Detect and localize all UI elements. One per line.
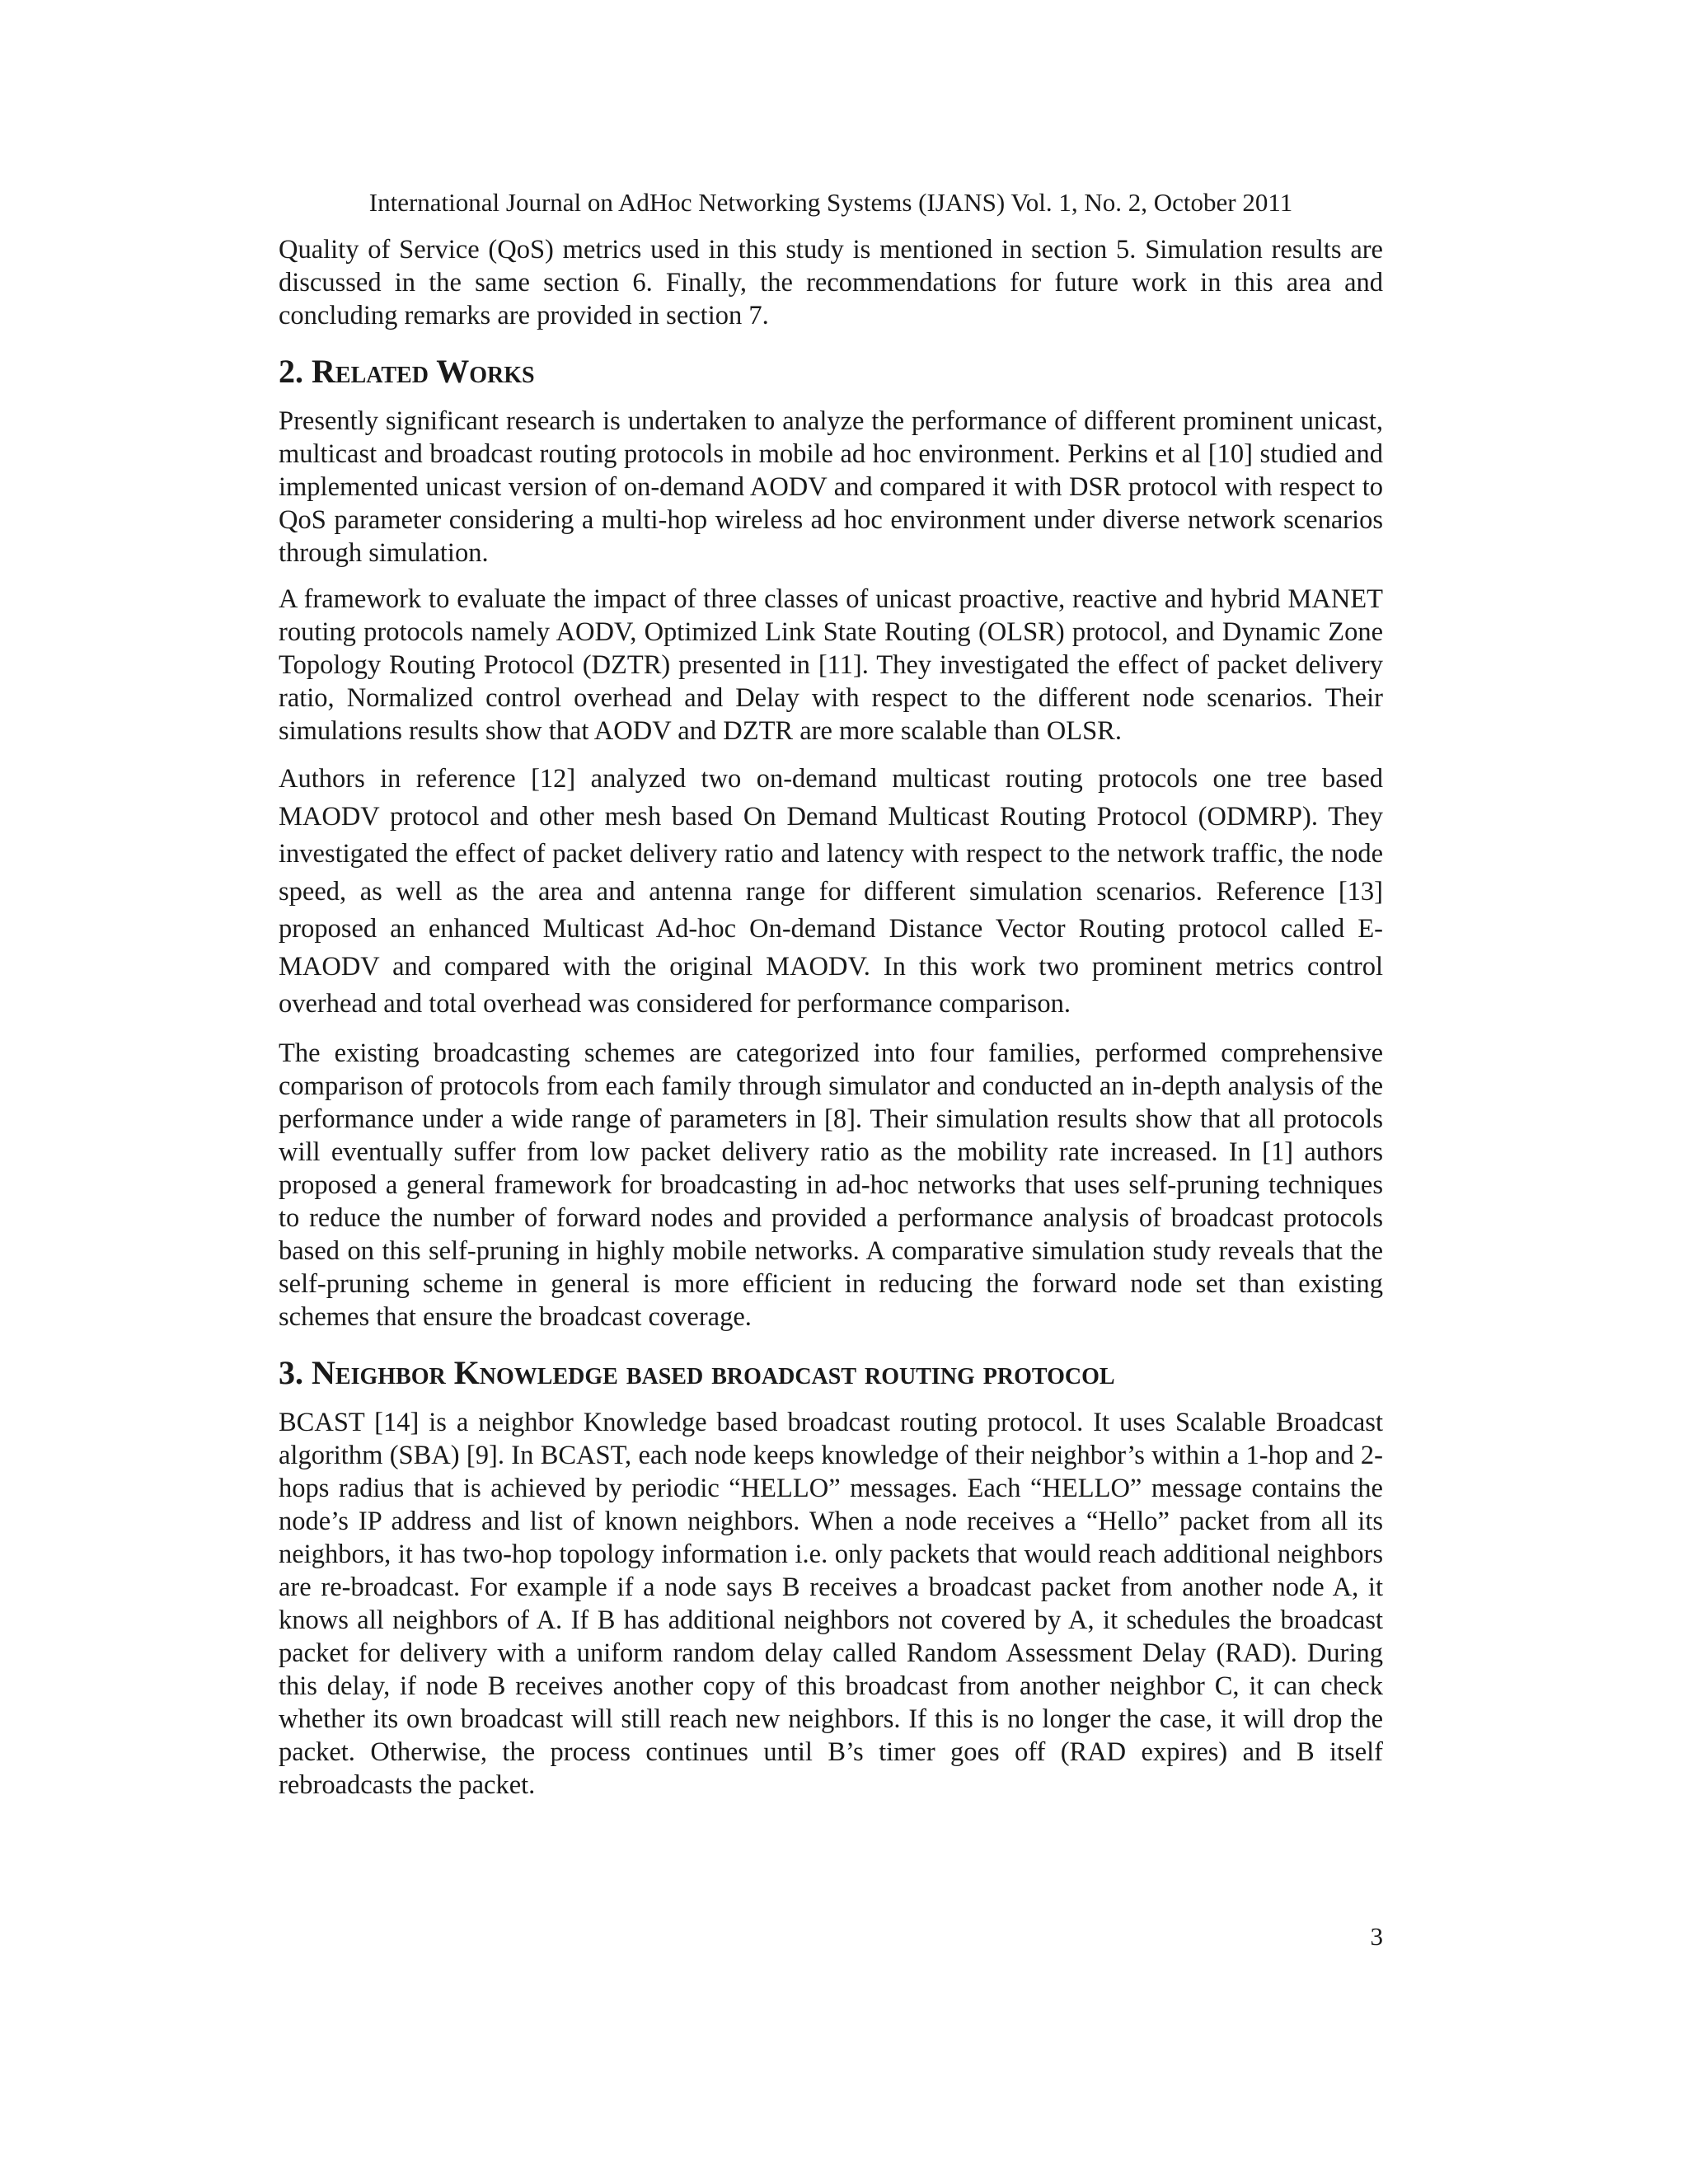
section-2-number: 2.: [279, 353, 303, 390]
section-2-paragraph-2: A framework to evaluate the impact of three classes of unicast proactive, reactive and hybrid MANET routing protocols namely AODV, Optimized Link State Routing (OLSR) protocol, and Dynamic Zone Topology Routing Protocol (DZTR) presented in [11]. They investigated the effect of packet delivery ratio, Normalized control overhead and Delay with respect to the different node scenarios. Their simulations results show that AODV and DZTR are more scalable than OLSR.: [279, 584, 1383, 746]
section-2-paragraph-4: The existing broadcasting schemes are categorized into four families, performed comprehensive comparison of protocols from each family through simulator and conducted an in-depth analysis of the performance under a wide range of parameters in [8]. Their simulation results show that all protocols will eventually suffer from low packet delivery ratio as the mobility rate increased. In [1] authors proposed a general framework for broadcasting in ad-hoc networks that uses self-pruning techniques to reduce the number of forward nodes and provided a performance analysis of broadcast protocols based on this self-pruning in highly mobile networks. A comparative simulation study reveals that the self-pruning scheme in general is more efficient in reducing the forward node set than existing schemes that ensure the broadcast coverage.: [279, 1038, 1383, 1332]
page-number: 3: [1370, 1922, 1383, 1951]
section-3-paragraph-1: BCAST [14] is a neighbor Knowledge based broadcast routing protocol. It uses Scalable Broadcast algorithm (SBA) [9]. In BCAST, each node keeps knowledge of their neighbor’s within a 1-hop and 2-hops radius that is achieved by periodic “HELLO” messages. Each “HELLO” message contains the node’s IP address and list of known neighbors. When a node receives a “Hello” packet from all its neighbors, it has two-hop topology information i.e. only packets that would reach additional neighbors are re-broadcast. For example if a node says B receives a broadcast packet from another node A, it knows all neighbors of A. If B has additional neighbors not covered by A, it schedules the broadcast packet for delivery with a uniform random delay called Random Assessment Delay (RAD). During this delay, if node B receives another copy of this broadcast from another neighbor C, it can check whether its own broadcast will still reach new neighbors. If this is no longer the case, it will drop the packet. Otherwise, the process continues until B’s timer goes off (RAD expires) and B itself rebroadcasts the packet.: [279, 1407, 1383, 1800]
section-3-number: 3.: [279, 1353, 303, 1391]
intro-paragraph: Quality of Service (QoS) metrics used in this study is mentioned in section 5. Simulation results are discussed in the same section 6. Finally, the recommendations for future work in this area and concluding remarks are provided in section 7.: [279, 235, 1383, 330]
section-3-title: Neighbor Knowledge based broadcast routing protocol: [312, 1353, 1115, 1391]
section-3-heading: [279, 1353, 1383, 1393]
page-content: [279, 233, 1383, 1815]
paper-page: [279, 0, 1383, 2184]
section-2-title: Related Works: [312, 353, 535, 390]
section-2-paragraph-1: Presently significant research is undertaken to analyze the performance of different prominent unicast, multicast and broadcast routing protocols in mobile ad hoc environment. Perkins et al [10] studied and implemented unicast version of on-demand AODV and compared it with DSR protocol with respect to QoS parameter considering a multi-hop wireless ad hoc environment under diverse network scenarios through simulation.: [279, 406, 1383, 568]
section-2-paragraph-3: Authors in reference [12] analyzed two on-demand multicast routing protocols one tree based MAODV protocol and other mesh based On Demand Multicast Routing Protocol (ODMRP). They investigated the effect of packet delivery ratio and latency with respect to the network traffic, the node speed, as well as the area and antenna range for different simulation scenarios. Reference [13] proposed an enhanced Multicast Ad-hoc On-demand Distance Vector Routing protocol called E-MAODV and compared with the original MAODV. In this work two prominent metrics control overhead and total overhead was considered for performance comparison.: [279, 764, 1383, 1019]
section-2-heading: [279, 352, 1383, 391]
running-header: International Journal on AdHoc Networking Systems (IJANS) Vol. 1, No. 2, October 2011: [368, 188, 1293, 217]
